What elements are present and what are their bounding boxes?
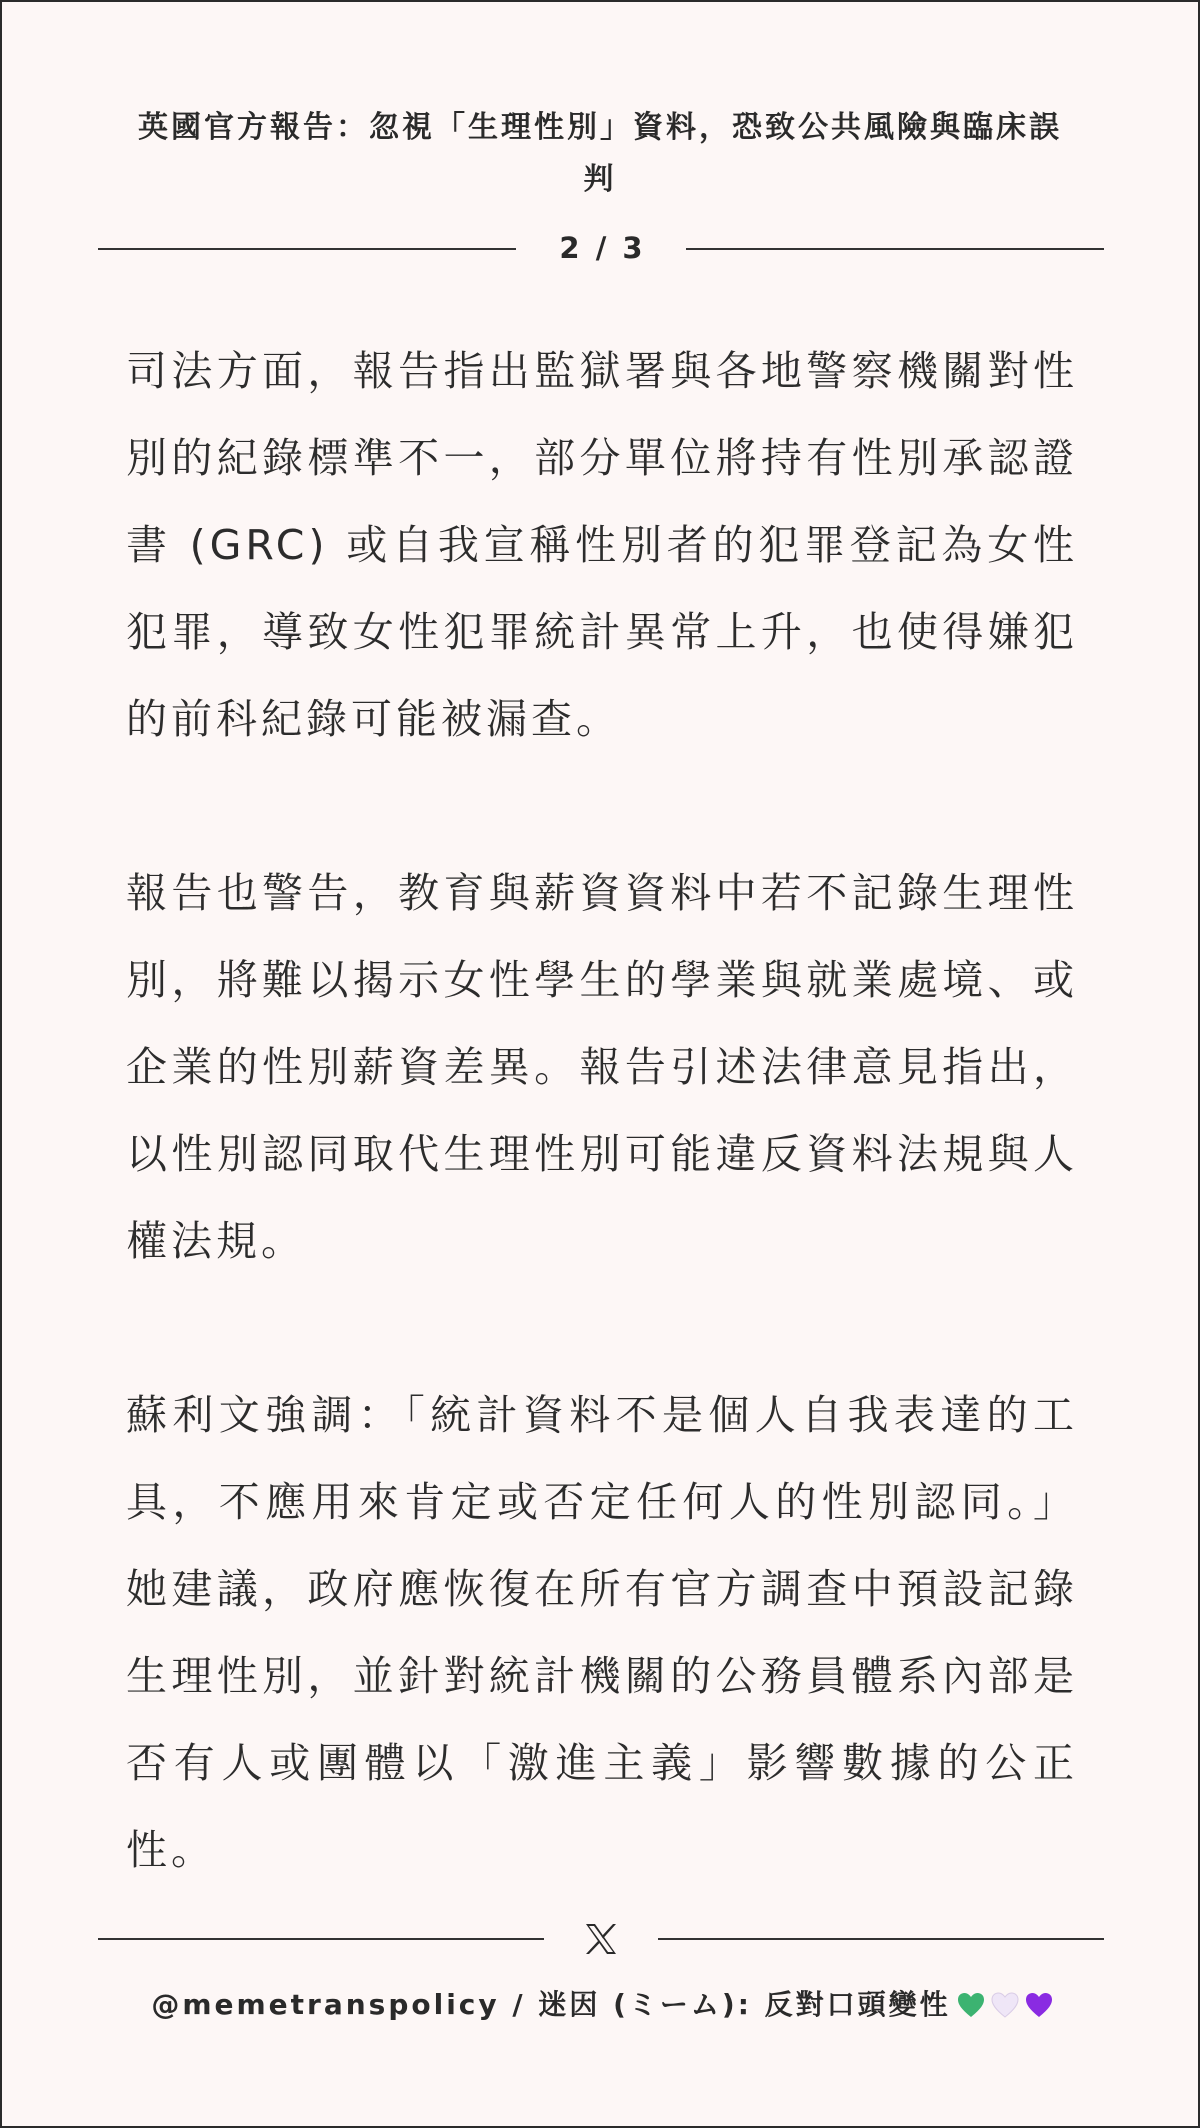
footer-handle <box>102 1982 1102 2028</box>
page-indicator: 2 / 3 <box>559 231 643 265</box>
footer-handle-text: @memetranspolicy / 迷因 (ミーム): 反對口頭變性 <box>151 1988 951 2021</box>
body-paragraph: 司法方面，報告指出監獄署與各地警察機關對性別的紀錄標準不一，部分單位將持有性別承認證書 (GRC) 或自我宣稱性別者的犯罪登記為女性犯罪，導致女性犯罪統計異常上升，也使得嫌犯的前科紀錄可能被漏查。 <box>126 347 1078 743</box>
purple-heart-icon <box>1025 1992 1053 2018</box>
x-logo-icon <box>581 1919 621 1959</box>
article-body <box>126 328 1078 1894</box>
divider-left <box>98 248 516 250</box>
green-heart-icon <box>957 1992 985 2018</box>
body-paragraph: 蘇利文強調：「統計資料不是個人自我表達的工具，不應用來肯定或否定任何人的性別認同。」她建議，政府應恢復在所有官方調查中預設記錄生理性別，並針對統計機關的公務員體系內部是否有人或團體以「激進主義」影響數據的公正性。 <box>126 1391 1078 1874</box>
page-indicator-row <box>98 228 1104 268</box>
article-title: 英國官方報告：忽視「生理性別」資料，恐致公共風險與臨床誤判 <box>138 110 1062 197</box>
footer-divider-right <box>658 1938 1104 1940</box>
divider-right <box>686 248 1104 250</box>
body-paragraph: 報告也警告，教育與薪資資料中若不記錄生理性別，將難以揭示女性學生的學業與就業處境、或企業的性別薪資差異。報告引述法律意見指出，以性別認同取代生理性別可能違反資料法規與人權法規。 <box>126 869 1078 1265</box>
footer-divider-row <box>98 1914 1104 1964</box>
footer-divider-left <box>98 1938 544 1940</box>
white-heart-icon <box>991 1992 1019 2018</box>
